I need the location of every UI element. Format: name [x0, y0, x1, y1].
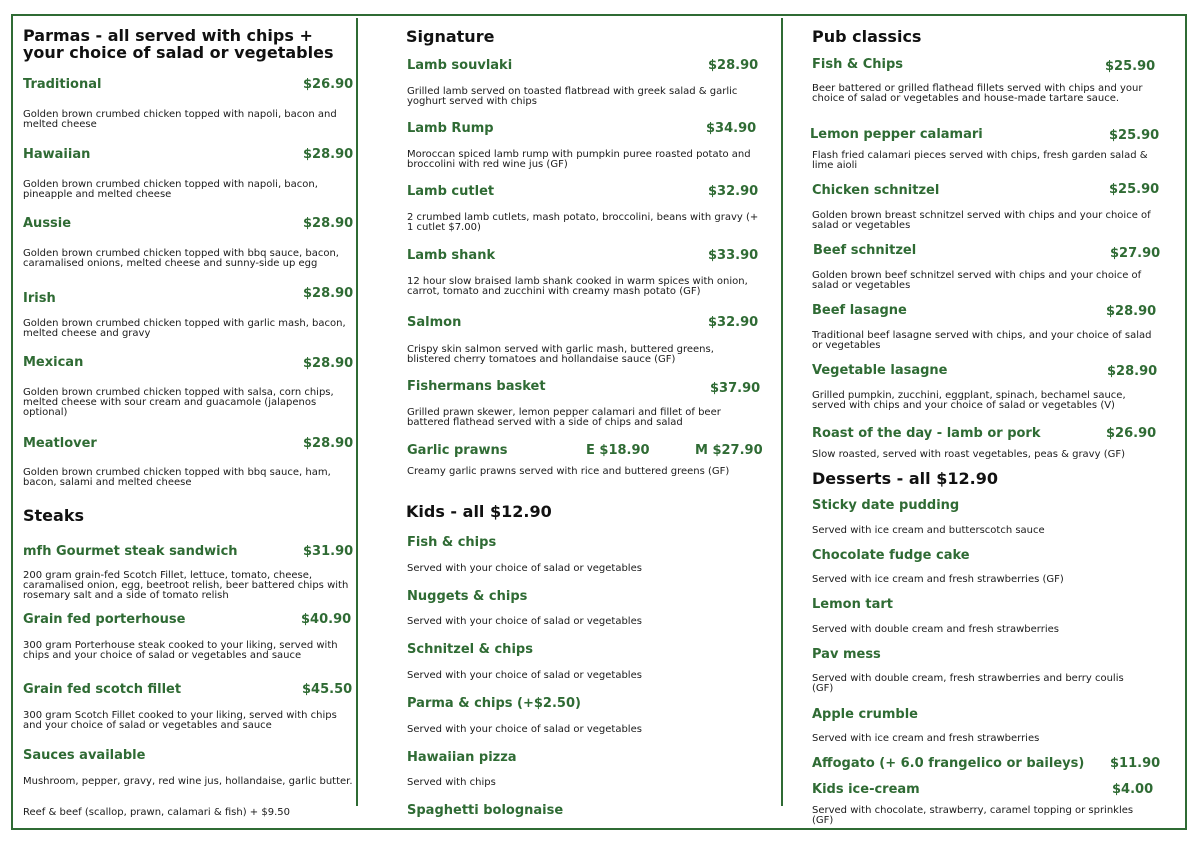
menu-item-price: $28.90	[708, 58, 759, 73]
menu-item-price: $34.90	[706, 121, 757, 136]
column-divider	[781, 18, 783, 806]
menu-item-name: Vegetable lasagne	[812, 363, 948, 378]
section-heading: Parmas - all served with chips + your choice of salad or vegetables	[23, 26, 334, 62]
kids-item-name: Spaghetti bolognaise	[407, 803, 564, 818]
dessert-item-price: $4.00	[1112, 782, 1154, 797]
desserts-heading: Desserts - all $12.90	[812, 469, 998, 488]
menu-item-desc: Creamy garlic prawns served with rice and buttered greens (GF)	[407, 466, 730, 477]
column-divider	[356, 18, 358, 806]
kids-item-desc: Served with your choice of salad or vegetables	[407, 670, 642, 681]
menu-item-name: mfh Gourmet steak sandwich	[23, 544, 238, 559]
menu-item-name: Beef schnitzel	[813, 243, 917, 258]
menu-item-desc: Golden brown beef schnitzel served with chips and your choice of salad or vegetables	[812, 270, 1142, 291]
dessert-item-desc: Served with chocolate, strawberry, caramel topping or sprinkles (GF)	[812, 805, 1134, 826]
menu-item-price: $40.90	[301, 612, 352, 627]
dessert-item-name: Affogato (+ 6.0 frangelico or baileys)	[812, 756, 1085, 771]
menu-item-price: $28.90	[1106, 304, 1157, 319]
menu-item-name: Aussie	[23, 216, 72, 231]
menu-item-desc: Grilled prawn skewer, lemon pepper calamari and fillet of beer battered flathead served with a side of chips and salad	[407, 407, 721, 428]
parmas-heading	[23, 27, 353, 61]
kids-item-name: Hawaiian pizza	[407, 750, 517, 765]
signature-heading: Signature	[406, 27, 495, 46]
menu-item-name: Meatlover	[23, 436, 97, 451]
menu-item-price: $25.90	[1109, 128, 1160, 143]
menu-item-name: Irish	[23, 291, 56, 306]
menu-item-price: $27.90	[1110, 246, 1161, 261]
dessert-item-name: Apple crumble	[812, 707, 918, 722]
kids-item-desc: Served with your choice of salad or vegetables	[407, 616, 642, 627]
menu-item-price: $28.90	[303, 436, 354, 451]
menu-item-desc: Golden brown crumbed chicken topped with bbq sauce, bacon, caramalised onions, melted cheese and sunny-side up egg	[23, 248, 339, 269]
menu-item-price: $31.90	[303, 544, 354, 559]
menu-item-desc: 2 crumbed lamb cutlets, mash potato, broccolini, beans with gravy (+ 1 cutlet $7.00)	[407, 212, 759, 233]
dessert-item-name: Pav mess	[812, 647, 881, 662]
sauces-title: Sauces available	[23, 748, 146, 763]
menu-item-name: Traditional	[23, 77, 102, 92]
dessert-item-desc: Served with double cream, fresh strawberries and berry coulis (GF)	[812, 673, 1124, 694]
dessert-item-name: Kids ice-cream	[812, 782, 920, 797]
menu-item-name: Garlic prawns	[407, 443, 508, 458]
kids-item-name: Fish & chips	[407, 535, 497, 550]
dessert-item-price: $11.90	[1110, 756, 1161, 771]
menu-item-name: Lamb souvlaki	[407, 58, 513, 73]
reef-beef-note: Reef & beef (scallop, prawn, calamari & fish) + $9.50	[23, 807, 290, 818]
main-price: M $27.90	[695, 443, 763, 458]
menu-item-name: Grain fed scotch fillet	[23, 682, 182, 697]
menu-item-name: Lamb cutlet	[407, 184, 495, 199]
menu-item-desc: Moroccan spiced lamb rump with pumpkin puree roasted potato and broccolini with red wine jus (GF)	[407, 149, 751, 170]
entree-price: E $18.90	[586, 443, 650, 458]
menu-item-name: Roast of the day - lamb or pork	[812, 426, 1041, 441]
kids-item-desc: Served with your choice of salad or vegetables	[407, 724, 642, 735]
menu-item-price: $28.90	[1107, 364, 1158, 379]
menu-item-desc: 300 gram Scotch Fillet cooked to your liking, served with chips and your choice of salad or vegetables and sauce	[23, 710, 337, 731]
menu-item-desc: Golden brown crumbed chicken topped with napoli, bacon and melted cheese	[23, 109, 337, 130]
menu-item-desc: Slow roasted, served with roast vegetables, peas & gravy (GF)	[812, 449, 1126, 460]
kids-item-desc: Served with your choice of salad or vegetables	[407, 563, 642, 574]
menu-item-desc: Golden brown crumbed chicken topped with salsa, corn chips, melted cheese with sour cream and guacamole (jalapenos optional)	[23, 387, 334, 418]
menu-item-desc: Flash fried calamari pieces served with chips, fresh garden salad & lime aioli	[812, 150, 1148, 171]
menu-item-name: Mexican	[23, 355, 84, 370]
menu-item-name: Grain fed porterhouse	[23, 612, 186, 627]
menu-item-name: Fish & Chips	[812, 57, 904, 72]
dessert-item-name: Chocolate fudge cake	[812, 548, 970, 563]
dessert-item-name: Lemon tart	[812, 597, 893, 612]
menu-item-price: $32.90	[708, 184, 759, 199]
menu-item-price: $26.90	[1106, 426, 1157, 441]
menu-item-price: $25.90	[1109, 182, 1160, 197]
dessert-item-desc: Served with ice cream and fresh strawberries (GF)	[812, 574, 1064, 585]
sauces-desc: Mushroom, pepper, gravy, red wine jus, hollandaise, garlic butter.	[23, 776, 353, 787]
menu-item-desc: 200 gram grain-fed Scotch Fillet, lettuce, tomato, cheese, caramalised onion, egg, beetroot relish, beer battered chips with rosemary salt and a side of tomato relish	[23, 570, 349, 601]
menu-item-price: $37.90	[710, 381, 761, 396]
menu-item-desc: Golden brown crumbed chicken topped with napoli, bacon, pineapple and melted cheese	[23, 179, 318, 200]
dessert-item-desc: Served with ice cream and butterscotch sauce	[812, 525, 1045, 536]
menu-item-price: $28.90	[303, 216, 354, 231]
menu-item-name: Fishermans basket	[407, 379, 546, 394]
dessert-item-name: Sticky date pudding	[812, 498, 960, 513]
menu-item-name: Lamb shank	[407, 248, 496, 263]
menu-item-price: $28.90	[303, 356, 354, 371]
menu-item-price: $25.90	[1105, 59, 1156, 74]
menu-item-name: Salmon	[407, 315, 462, 330]
kids-item-name: Parma & chips (+$2.50)	[407, 696, 581, 711]
menu-item-price: $28.90	[303, 286, 354, 301]
menu-item-price: $33.90	[708, 248, 759, 263]
menu-item-desc: Grilled lamb served on toasted flatbread with greek salad & garlic yoghurt served with chips	[407, 86, 738, 107]
menu-item-desc: Traditional beef lasagne served with chips, and your choice of salad or vegetables	[812, 330, 1152, 351]
menu-item-price: $26.90	[303, 77, 354, 92]
menu-item-price: $28.90	[303, 147, 354, 162]
kids-item-desc: Served with chips	[407, 777, 496, 788]
kids-item-name: Nuggets & chips	[407, 589, 528, 604]
menu-item-desc: Golden brown breast schnitzel served with chips and your choice of salad or vegetables	[812, 210, 1151, 231]
kids-item-name: Schnitzel & chips	[407, 642, 533, 657]
dessert-item-desc: Served with double cream and fresh strawberries	[812, 624, 1059, 635]
menu-item-desc: 300 gram Porterhouse steak cooked to your liking, served with chips and your choice of salad or vegetables and sauce	[23, 640, 338, 661]
menu-item-desc: 12 hour slow braised lamb shank cooked in warm spices with onion, carrot, tomato and zucchini with creamy mash potato (GF)	[407, 276, 748, 297]
kids-heading: Kids - all $12.90	[406, 502, 552, 521]
menu-item-price: $32.90	[708, 315, 759, 330]
menu-item-desc: Grilled pumpkin, zucchini, eggplant, spinach, bechamel sauce, served with chips and your choice of salad or vegetables (V)	[812, 390, 1126, 411]
menu-item-desc: Crispy skin salmon served with garlic mash, buttered greens, blistered cherry tomatoes and hollandaise sauce (GF)	[407, 344, 714, 365]
menu-item-name: Chicken schnitzel	[812, 183, 940, 198]
menu-item-name: Lamb Rump	[407, 121, 494, 136]
steaks-heading: Steaks	[23, 506, 84, 525]
menu-item-price: $45.50	[302, 682, 353, 697]
menu-item-desc: Golden brown crumbed chicken topped with bbq sauce, ham, bacon, salami and melted cheese	[23, 467, 331, 488]
menu-item-name: Lemon pepper calamari	[810, 127, 983, 142]
menu-item-name: Beef lasagne	[812, 303, 907, 318]
menu-item-desc: Beer battered or grilled flathead fillets served with chips and your choice of salad or vegetables and house-made tartare sauce.	[812, 83, 1143, 104]
menu-item-desc: Golden brown crumbed chicken topped with garlic mash, bacon, melted cheese and gravy	[23, 318, 346, 339]
menu-item-name: Hawaiian	[23, 147, 91, 162]
pub-classics-heading: Pub classics	[812, 27, 922, 46]
dessert-item-desc: Served with ice cream and fresh strawberries	[812, 733, 1040, 744]
